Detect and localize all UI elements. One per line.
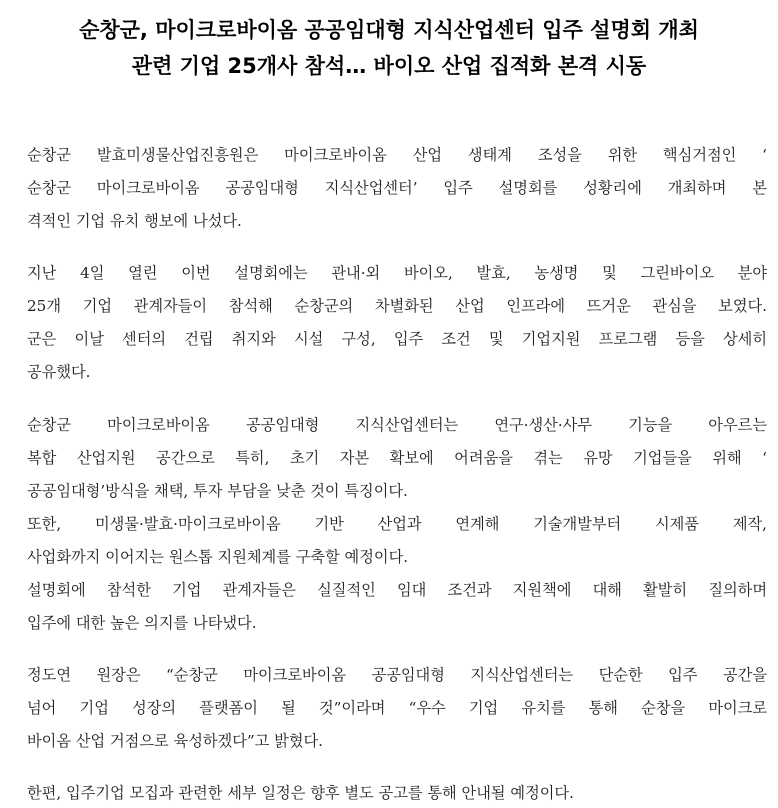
paragraph-1-line-1: 순창군 발효미생물산업진흥원은 마이크로바이옴 산업 생태계 조성을 위한 핵심거점인 ‘ xyxy=(27,146,767,164)
paragraph-2-line-2: 25개 기업 관계자들이 참석해 순창군의 차별화된 산업 인프라에 뜨거운 관심을 보였다. xyxy=(27,297,767,315)
headline-line-1: 순창군, 마이크로바이옴 공공임대형 지식산업센터 입주 설명회 개최 xyxy=(79,18,699,42)
paragraph-3-line-6: 설명회에 참석한 기업 관계자들은 실질적인 임대 조건과 지원책에 대해 활발히 질의하며 xyxy=(27,581,767,599)
paragraph-3-line-5: 사업화까지 이어지는 원스톱 지원체계를 구축할 예정이다. xyxy=(27,548,409,566)
paragraph-2-line-1: 지난 4일 열린 이번 설명회에는 관내·외 바이오, 발효, 농생명 및 그린바이오 분야 xyxy=(27,264,767,282)
paragraph-3-line-4: 또한, 미생물·발효·마이크로바이옴 기반 산업과 연계해 기술개발부터 시제품 제작, xyxy=(27,515,767,533)
paragraph-2-line-4: 공유했다. xyxy=(27,363,91,381)
article-headline xyxy=(14,12,764,84)
paragraph-4-line-2: 넘어 기업 성장의 플랫폼이 될 것”이라며 “우수 기업 유치를 통해 순창을 마이크로 xyxy=(27,699,767,717)
paragraph-3-line-1: 순창군 마이크로바이옴 공공임대형 지식산업센터는 연구·생산·사무 기능을 아우르는 xyxy=(27,416,767,434)
paragraph-3-line-3: 공공임대형’방식을 채택, 투자 부담을 낮춘 것이 특징이다. xyxy=(27,482,408,500)
paragraph-3-line-2: 복합 산업지원 공간으로 특히, 초기 자본 확보에 어려움을 겪는 유망 기업들을 위해 ‘ xyxy=(27,449,767,467)
paragraph-4-line-3: 바이옴 산업 거점으로 육성하겠다”고 밝혔다. xyxy=(27,732,323,750)
paragraph-3-line-7: 입주에 대한 높은 의지를 나타냈다. xyxy=(27,614,257,632)
paragraph-5-line-1: 한편, 입주기업 모집과 관련한 세부 일정은 향후 별도 공고를 통해 안내될 예정이다. xyxy=(27,784,574,802)
paragraph-1-line-3: 격적인 기업 유치 행보에 나섰다. xyxy=(27,212,242,230)
headline-line-2: 관련 기업 25개사 참석… 바이오 산업 집적화 본격 시동 xyxy=(131,54,647,78)
paragraph-1-line-2: 순창군 마이크로바이옴 공공임대형 지식산업센터’ 입주 설명회를 성황리에 개최하며 본 xyxy=(27,179,767,197)
paragraph-2-line-3: 군은 이날 센터의 건립 취지와 시설 구성, 입주 조건 및 기업지원 프로그램 등을 상세히 xyxy=(27,330,767,348)
paragraph-4-line-1: 정도연 원장은 “순창군 마이크로바이옴 공공임대형 지식산업센터는 단순한 입주 공간을 xyxy=(27,666,767,684)
